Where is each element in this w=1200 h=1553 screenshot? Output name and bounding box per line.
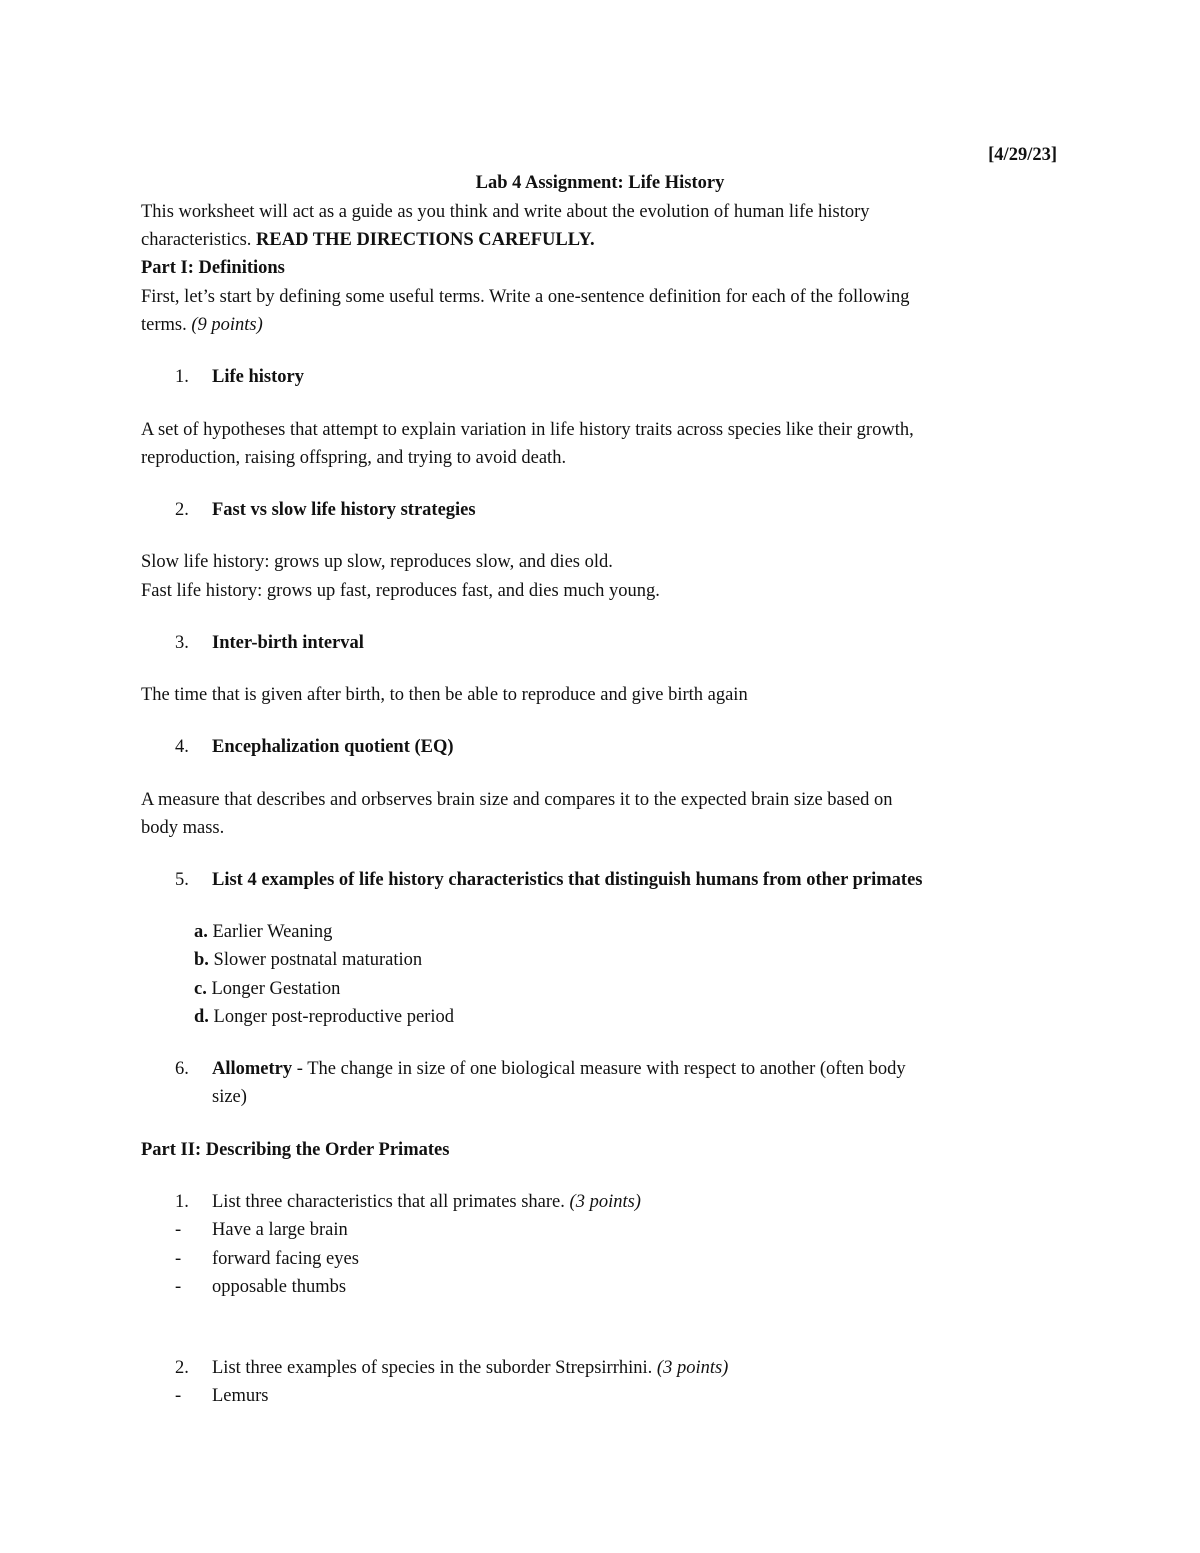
question-1: List three characteristics that all primates share. (3 points): [212, 1192, 641, 1212]
question-2: List three examples of species in the suborder Strepsirrhini. (3 points): [212, 1358, 729, 1378]
dash-bullet: -: [175, 1386, 182, 1406]
dash-bullet: -: [175, 1220, 182, 1240]
allometry-line-2: size): [212, 1087, 247, 1107]
term-list-examples: List 4 examples of life history characteristics that distinguish humans from other primates: [212, 870, 923, 890]
item-number: 1.: [175, 367, 189, 387]
question-number: 2.: [175, 1358, 189, 1378]
term-allometry-line: Allometry - The change in size of one biological measure with respect to another (often body: [212, 1059, 906, 1079]
answer-item: Lemurs: [212, 1386, 269, 1406]
part2-heading: Part II: Describing the Order Primates: [141, 1140, 450, 1160]
answer-line: Fast life history: grows up fast, reproduces fast, and dies much young.: [141, 581, 660, 601]
term-inter-birth-interval: Inter-birth interval: [212, 633, 364, 653]
points-note: (9 points): [191, 315, 263, 335]
answer-line: reproduction, raising offspring, and trying to avoid death.: [141, 448, 567, 468]
part1-instructions-line-2: terms. (9 points): [141, 315, 263, 335]
term-eq: Encephalization quotient (EQ): [212, 737, 454, 757]
answer-line: A set of hypotheses that attempt to explain variation in life history traits across species like their growth,: [141, 420, 914, 440]
item-number: 2.: [175, 500, 189, 520]
list-item: b. Slower postnatal maturation: [194, 950, 423, 970]
answer-line: Slow life history: grows up slow, reproduces slow, and dies old.: [141, 552, 613, 572]
item-number: 6.: [175, 1059, 189, 1079]
points-note: (3 points): [569, 1192, 641, 1212]
dash-bullet: -: [175, 1277, 182, 1297]
answer-item: forward facing eyes: [212, 1249, 359, 1269]
term-fast-vs-slow: Fast vs slow life history strategies: [212, 500, 476, 520]
dash-bullet: -: [175, 1249, 182, 1269]
directions-warning: READ THE DIRECTIONS CAREFULLY.: [256, 230, 595, 250]
date: [4/29/23]: [988, 145, 1057, 165]
points-note: (3 points): [656, 1358, 729, 1378]
item-number: 5.: [175, 870, 189, 890]
intro-line-1: This worksheet will act as a guide as you think and write about the evolution of human life history: [141, 202, 870, 222]
answer-line: A measure that describes and orbserves brain size and compares it to the expected brain size based on: [141, 790, 893, 810]
answer-line: body mass.: [141, 818, 225, 838]
question-number: 1.: [175, 1192, 189, 1212]
item-number: 4.: [175, 737, 189, 757]
list-item: d. Longer post-reproductive period: [194, 1007, 454, 1027]
list-item: a. Earlier Weaning: [194, 922, 333, 942]
answer-item: opposable thumbs: [212, 1277, 347, 1297]
list-item: c. Longer Gestation: [194, 979, 341, 999]
term-life-history: Life history: [212, 367, 304, 387]
intro-line-2: characteristics. READ THE DIRECTIONS CAREFULLY.: [141, 230, 595, 250]
item-number: 3.: [175, 633, 189, 653]
part1-heading: Part I: Definitions: [141, 258, 285, 278]
term-allometry: Allometry: [212, 1059, 293, 1079]
answer-item: Have a large brain: [212, 1220, 348, 1240]
answer-line: The time that is given after birth, to then be able to reproduce and give birth again: [141, 685, 748, 705]
part1-instructions-line-1: First, let’s start by defining some useful terms. Write a one-sentence definition for each of the following: [141, 287, 910, 307]
page-title: Lab 4 Assignment: Life History: [475, 173, 725, 193]
